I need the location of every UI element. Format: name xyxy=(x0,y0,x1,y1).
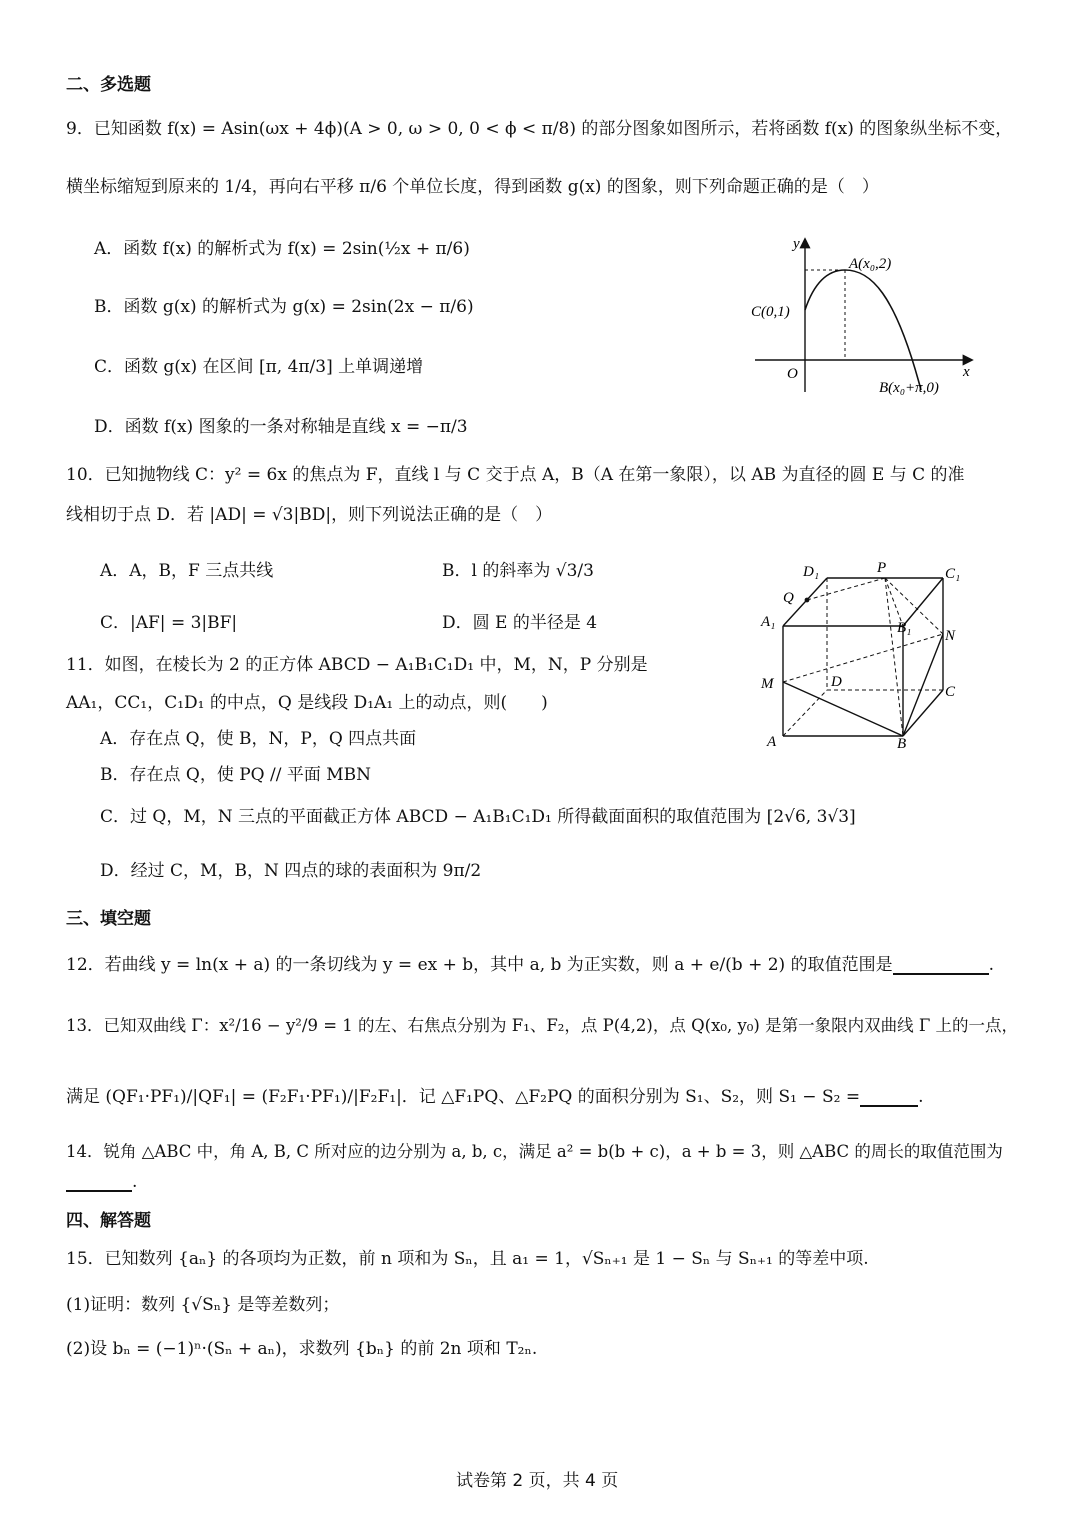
q11-option-a: A．存在点 Q，使 B，N，P，Q 四点共面 xyxy=(100,729,417,749)
q10-option-b: B．l 的斜率为 √3/3 xyxy=(442,561,594,581)
q10-option-a: A．A，B，F 三点共线 xyxy=(100,561,274,581)
q15-stem: 15．已知数列 {aₙ} 的各项均为正数，前 n 项和为 Sₙ，且 a₁ = 1，√Sₙ₊₁ 是 1 − Sₙ 与 Sₙ₊₁ 的等差中项. xyxy=(66,1249,869,1269)
edge-b1c1 xyxy=(903,578,943,626)
label-b: B xyxy=(897,736,907,752)
label-c: C xyxy=(945,684,956,700)
section-heading-answer: 四、解答题 xyxy=(66,1211,151,1231)
q9-option-a: A．函数 f(x) 的解析式为 f(x) = 2sin(½x + π/6) xyxy=(94,239,470,259)
q11-stem-line2: AA₁，CC₁，C₁D₁ 的中点，Q 是线段 D₁A₁ 上的动点，则( ) xyxy=(66,693,548,713)
segment-mn xyxy=(783,634,943,682)
q14-answer-blank[interactable] xyxy=(66,1172,132,1192)
q15-part2: (2)设 bₙ = (−1)ⁿ·(Sₙ + aₙ)，求数列 {bₙ} 的前 2n 项和 T₂ₙ. xyxy=(66,1339,538,1359)
point-q-dot xyxy=(805,598,810,603)
point-a-label: A(x₀,2) xyxy=(849,256,892,272)
q14-end: . xyxy=(132,1172,138,1192)
q14-answer-line xyxy=(66,1172,137,1192)
label-p: P xyxy=(877,560,887,576)
label-d1: D₁ xyxy=(803,564,820,580)
label-a: A xyxy=(767,734,777,750)
section-heading-fill: 三、填空题 xyxy=(66,909,151,929)
q9-stem-line1: 9．已知函数 f(x) = Asin(ωx + 4ϕ)(A > 0, ω > 0, 0 < ϕ < π/8) 的部分图象如图所示，若将函数 f(x) 的图象纵坐标不变， xyxy=(66,119,1013,139)
q13-text: 满足 (QF₁·PF₁)/|QF₁| = (F₂F₁·PF₁)/|F₂F₁|．记 △F₁PQ、△F₂PQ 的面积分别为 S₁、S₂，则 S₁ − S₂ = xyxy=(66,1087,861,1107)
q15-part1: (1)证明：数列 {√Sₙ} 是等差数列； xyxy=(66,1295,340,1315)
point-c-label: C(0,1) xyxy=(751,304,790,320)
q11-option-c: C．过 Q，M，N 三点的平面截正方体 ABCD − A₁B₁C₁D₁ 所得截面面积的取值范围为 [2√6, 3√3] xyxy=(100,807,856,827)
page-footer: 试卷第 2 页，共 4 页 xyxy=(456,1471,619,1491)
sine-curve xyxy=(805,270,921,390)
q11-stem-line1: 11．如图，在棱长为 2 的正方体 ABCD − A₁B₁C₁D₁ 中，M，N，P 分别是 xyxy=(66,655,648,675)
q9-function-graph xyxy=(745,232,985,402)
segment-qp xyxy=(807,578,885,600)
segment-bn xyxy=(903,634,943,736)
q13-stem-line1: 13．已知双曲线 Γ：x²/16 − y²/9 = 1 的左、右焦点分别为 F₁、F₂，点 P(4,2)，点 Q(x₀, y₀) 是第一象限内双曲线 Γ 上的一点， xyxy=(66,1016,1019,1035)
q12-end: . xyxy=(988,955,994,975)
q11-cube-figure xyxy=(755,558,975,754)
q13-end: . xyxy=(918,1087,924,1107)
label-c1: C₁ xyxy=(945,566,961,582)
point-b-label: B(x₀+π,0) xyxy=(879,380,939,396)
section-heading-multi: 二、多选题 xyxy=(66,75,151,95)
y-axis-label: y xyxy=(793,236,800,252)
q9-option-b: B．函数 g(x) 的解析式为 g(x) = 2sin(2x − π/6) xyxy=(94,297,474,317)
label-n: N xyxy=(945,628,956,644)
q9-option-c: C．函数 g(x) 在区间 [π, 4π/3] 上单调递增 xyxy=(94,357,424,377)
x-axis-label: x xyxy=(963,364,970,380)
q11-option-b: B．存在点 Q，使 PQ // 平面 MBN xyxy=(100,765,372,785)
label-m: M xyxy=(761,676,774,692)
label-q: Q xyxy=(783,590,794,606)
q13-answer-blank[interactable] xyxy=(860,1105,918,1107)
q10-option-c: C．|AF| = 3|BF| xyxy=(100,613,238,633)
edge-bc xyxy=(903,690,943,736)
segment-pb xyxy=(885,578,903,736)
label-a1: A₁ xyxy=(761,614,776,630)
q14-stem-line1: 14．锐角 △ABC 中，角 A, B, C 所对应的边分别为 a, b, c，满足 a² = b(b + c)，a + b = 3，则 △ABC 的周长的取值范围为 xyxy=(66,1142,1003,1161)
q12-stem xyxy=(66,950,994,975)
q9-stem-line2: 横坐标缩短到原来的 1/4，再向右平移 π/6 个单位长度，得到函数 g(x) 的图象，则下列命题正确的是（ ） xyxy=(66,177,879,197)
q10-option-d: D．圆 E 的半径是 4 xyxy=(442,613,598,633)
q10-stem-line2: 线相切于点 D．若 |AD| = √3|BD|，则下列说法正确的是（ ） xyxy=(66,505,553,525)
q11-option-d: D．经过 C，M，B，N 四点的球的表面积为 9π/2 xyxy=(100,861,482,881)
origin-label: O xyxy=(787,366,798,382)
edge-ad xyxy=(783,690,827,736)
q12-answer-blank[interactable] xyxy=(893,973,989,975)
q10-stem-line1: 10．已知抛物线 C：y² = 6x 的焦点为 F，直线 l 与 C 交于点 A，B（A 在第一象限），以 AB 为直径的圆 E 与 C 的准 xyxy=(66,465,965,485)
label-d: D xyxy=(831,674,842,690)
q13-stem-line2 xyxy=(66,1082,923,1107)
label-b1: B₁ xyxy=(897,620,912,636)
q9-option-d: D．函数 f(x) 图象的一条对称轴是直线 x = −π/3 xyxy=(94,417,468,437)
q12-text: 12．若曲线 y = ln(x + a) 的一条切线为 y = ex + b，其中 a, b 为正实数，则 a + e/(b + 2) 的取值范围是 xyxy=(66,955,893,975)
